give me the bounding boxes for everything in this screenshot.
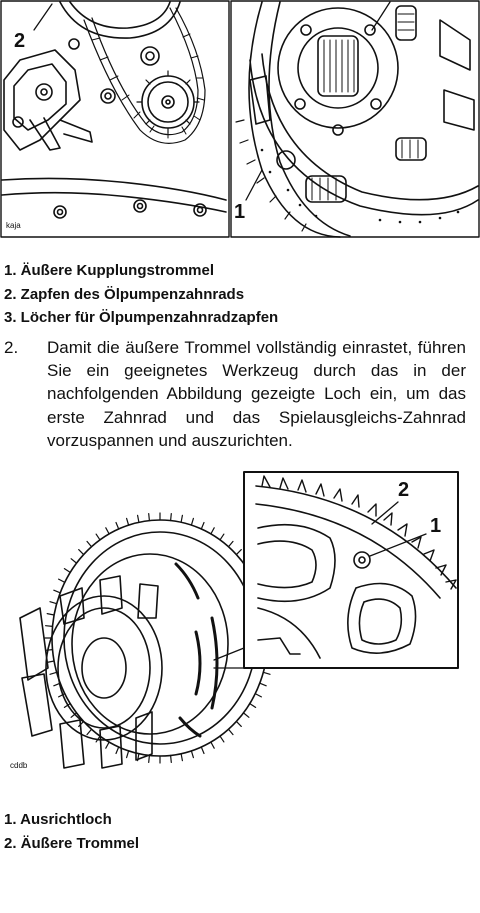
legend-item: 1. Äußere Kupplungstrommel bbox=[4, 262, 215, 279]
figure-1-drawing bbox=[0, 0, 480, 240]
outer-drum bbox=[20, 513, 275, 768]
instruction-step bbox=[4, 336, 466, 452]
chain bbox=[84, 8, 205, 143]
figure-outer-drum-alignment bbox=[0, 468, 480, 783]
legend-item: 2. Äußere Trommel bbox=[4, 834, 140, 852]
figure-2-callout-2: 2 bbox=[398, 479, 410, 501]
legend-item: 2. Zapfen des Ölpumpenzahnrads bbox=[4, 285, 245, 303]
legend-item: 3. Löcher für Ölpumpenzahnradzapfen bbox=[4, 309, 279, 326]
figure-1-callout-1: 1 bbox=[234, 201, 246, 223]
figure-clutch-drum-oil-pump bbox=[0, 0, 480, 240]
legend-item: 1. Ausrichtloch bbox=[4, 811, 112, 828]
oil-pump-sprocket bbox=[137, 71, 199, 133]
figure-2-drawing bbox=[0, 468, 480, 783]
figure-1-code: kaja bbox=[6, 221, 21, 230]
clutch-drum bbox=[236, 2, 478, 237]
legend-figure-1 bbox=[4, 259, 278, 330]
step-number: 2. bbox=[4, 338, 19, 357]
step-text: Damit die äußere Trommel vollständig einrastet, führen Sie ein geeignetes Werkzeug durch das in der nachfolgenden Abbildung gezeigte Loch ein, um das erste Zahnrad und das Spielausgleichs-Zahnrad vorzuspannen und auszurichten. bbox=[47, 338, 466, 450]
engine-case-outline bbox=[2, 178, 226, 200]
left-panel-frame bbox=[1, 1, 229, 237]
figure-1-callout-2: 2 bbox=[14, 30, 26, 52]
figure-2-code: cddb bbox=[10, 761, 28, 770]
legend-figure-2 bbox=[4, 808, 139, 855]
figure-2-callout-1: 1 bbox=[430, 515, 442, 537]
